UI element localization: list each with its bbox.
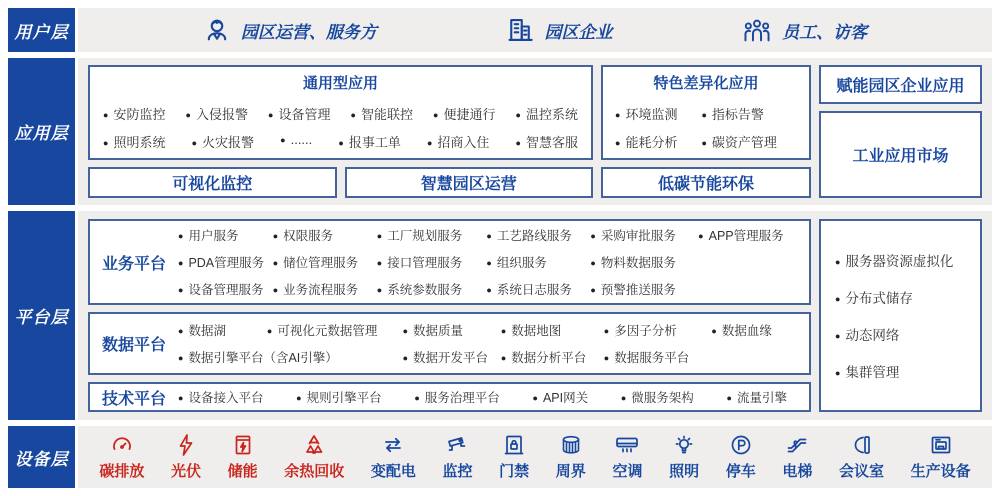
swap-arrows-icon — [381, 433, 405, 457]
device-power-distribution — [371, 433, 416, 481]
device-label: 电梯 — [782, 463, 813, 480]
device-label: 停车 — [725, 463, 756, 480]
application-layer-label: 应用层 — [8, 58, 75, 205]
service-item: ● 工厂规划服务 — [377, 226, 487, 244]
tech-platform-row — [178, 388, 809, 406]
platform-layer-label: 平台层 — [8, 211, 75, 420]
app-item: ● 环境监测 — [615, 104, 677, 123]
app-item: ● 设备管理 — [268, 104, 330, 123]
app-right-column — [819, 65, 982, 198]
app-sub-boxes — [88, 167, 593, 198]
service-item: ● 接口管理服务 — [377, 253, 487, 271]
service-item: ● 数据血缘 — [711, 321, 805, 339]
user-group-staff-visitors — [742, 16, 867, 44]
device-label: 监控 — [442, 463, 473, 480]
device-label: 门禁 — [499, 463, 530, 480]
user-layer-label: 用户层 — [8, 8, 75, 52]
special-apps-box — [601, 65, 811, 160]
low-carbon-box: 低碳节能环保 — [601, 167, 811, 198]
general-apps-row — [90, 132, 591, 151]
platform-layer-band — [8, 211, 992, 420]
grid-spacer — [711, 348, 805, 366]
service-item: ● 工艺路线服务 — [486, 226, 590, 244]
service-item: ● 系统参数服务 — [377, 280, 487, 298]
service-item: ● APP管理服务 — [698, 226, 805, 244]
smart-park-operation-box: 智慧园区运营 — [345, 167, 594, 198]
gauge-icon — [110, 433, 134, 457]
bolt-icon — [174, 433, 198, 457]
grid-spacer — [698, 253, 805, 271]
device-production-equipment — [911, 433, 971, 481]
app-item: ● 便捷通行 — [433, 104, 495, 123]
special-apps-title: 特色差异化应用 — [653, 75, 759, 92]
device-label: 碳排放 — [99, 463, 145, 480]
device-label: 生产设备 — [910, 463, 971, 480]
infra-item: ● 动态网络 — [835, 324, 980, 344]
device-energy-storage — [228, 433, 258, 481]
user-group-enterprises — [506, 16, 612, 44]
service-item: ● PDA管理服务 — [178, 253, 273, 271]
user-layer-body — [78, 8, 992, 52]
service-item: ● 用户服务 — [178, 226, 273, 244]
bulb-icon — [672, 433, 696, 457]
app-item: ● 火灾报警 — [192, 132, 254, 151]
app-item: ● 碳资产管理 — [701, 132, 776, 151]
infra-item: ● 集群管理 — [835, 361, 980, 381]
device-layer-band — [8, 426, 992, 488]
general-apps-row — [90, 104, 591, 123]
data-platform-box — [88, 312, 811, 375]
service-item: ● 数据开发平台 — [403, 348, 501, 366]
service-item: ● 物料数据服务 — [590, 253, 698, 271]
device-lighting — [669, 433, 699, 481]
data-platform-grid — [178, 321, 809, 366]
escalator-icon — [785, 433, 809, 457]
app-item: ● 报事工单 — [338, 132, 400, 151]
worker-icon — [203, 16, 231, 44]
business-platform-grid — [178, 226, 809, 298]
app-item: ● 能耗分析 — [615, 132, 677, 151]
device-perimeter — [556, 433, 586, 481]
enable-enterprise-apps-box: 赋能园区企业应用 — [819, 65, 982, 104]
user-layer-band — [8, 8, 992, 52]
infra-item: ● 分布式储存 — [835, 287, 980, 307]
app-item: ● ...... — [280, 132, 312, 151]
device-carbon-emission — [99, 433, 144, 481]
service-item: ● 服务治理平台 — [414, 388, 499, 406]
service-item: ● 流量引擎 — [727, 388, 787, 406]
service-item: ● 数据地图 — [501, 321, 604, 339]
grid-spacer — [698, 280, 805, 298]
service-item: ● 系统日志服务 — [486, 280, 590, 298]
people-icon — [742, 16, 772, 44]
service-item: ● 设备接入平台 — [178, 388, 263, 406]
service-item: ● 预警推送服务 — [590, 280, 698, 298]
app-item: ● 指标告警 — [701, 104, 763, 123]
battery-icon — [231, 433, 255, 457]
device-cctv — [443, 433, 473, 481]
ac-icon — [614, 433, 640, 457]
app-special-column — [601, 65, 811, 198]
infra-item: ● 服务器资源虚拟化 — [835, 250, 980, 270]
app-item: ● 智慧客服 — [516, 132, 578, 151]
service-item: ● 微服务架构 — [621, 388, 694, 406]
app-item: ● 智能联控 — [351, 104, 413, 123]
parking-icon — [729, 433, 753, 457]
service-item: ● 权限服务 — [273, 226, 377, 244]
device-label: 空调 — [612, 463, 643, 480]
service-item: ● 多因子分析 — [604, 321, 712, 339]
device-label: 照明 — [669, 463, 700, 480]
platform-sections — [88, 219, 811, 412]
architecture-diagram — [8, 8, 992, 488]
app-general-column — [88, 65, 593, 198]
device-label: 余热回收 — [284, 463, 345, 480]
business-platform-box — [88, 219, 811, 305]
application-layer-band — [8, 58, 992, 205]
app-item: ● 照明系统 — [103, 132, 165, 151]
data-platform-title: 数据平台 — [101, 337, 166, 355]
device-meeting-room — [839, 433, 884, 481]
device-waste-heat-recovery — [284, 433, 344, 481]
device-label: 会议室 — [839, 463, 885, 480]
industrial-app-market-box: 工业应用市场 — [819, 111, 982, 198]
perimeter-icon — [559, 433, 583, 457]
device-parking — [726, 433, 756, 481]
service-item: ● 数据质量 — [403, 321, 501, 339]
service-item: ● 业务流程服务 — [273, 280, 377, 298]
user-group-label: 员工、访客 — [782, 22, 868, 42]
recycle-icon — [302, 433, 326, 457]
service-item: ● 数据服务平台 — [604, 348, 712, 366]
business-platform-title: 业务平台 — [101, 255, 166, 273]
device-layer-body — [78, 426, 992, 488]
service-item: ● API网关 — [533, 388, 589, 406]
service-item: ● 设备管理服务 — [178, 280, 273, 298]
device-layer-label: 设备层 — [8, 426, 75, 488]
tech-platform-box — [88, 382, 811, 412]
special-apps-row — [603, 104, 809, 123]
infrastructure-box — [819, 219, 982, 412]
user-group-label: 园区企业 — [544, 22, 613, 42]
app-item: ● 招商入住 — [427, 132, 489, 151]
device-air-conditioner — [612, 433, 642, 481]
app-item: ● 温控系统 — [516, 104, 578, 123]
app-item: ● 入侵报警 — [186, 104, 248, 123]
service-item: ● 可视化元数据管理 — [267, 321, 403, 339]
device-label: 光伏 — [170, 463, 201, 480]
device-label: 储能 — [227, 463, 258, 480]
service-item: ● 数据分析平台 — [501, 348, 604, 366]
device-elevator — [782, 433, 812, 481]
device-label: 变配电 — [370, 463, 416, 480]
user-group-label: 园区运营、服务方 — [240, 22, 377, 42]
visual-monitoring-box: 可视化监控 — [88, 167, 337, 198]
device-access-control — [499, 433, 529, 481]
service-item: ● 数据引擎平台（含AI引擎） — [178, 348, 403, 366]
general-apps-box — [88, 65, 593, 160]
platform-layer-body — [78, 211, 992, 420]
machine-icon — [929, 433, 953, 457]
service-item: ● 规则引擎平台 — [296, 388, 381, 406]
device-label: 周界 — [555, 463, 586, 480]
cctv-icon — [446, 433, 470, 457]
tech-platform-title: 技术平台 — [101, 390, 166, 408]
special-apps-row — [603, 132, 809, 151]
service-item: ● 数据湖 — [178, 321, 267, 339]
service-item: ● 储位管理服务 — [273, 253, 377, 271]
service-item: ● 组织服务 — [486, 253, 590, 271]
meeting-room-icon — [850, 433, 874, 457]
general-apps-title: 通用型应用 — [302, 75, 378, 92]
app-item: ● 安防监控 — [103, 104, 165, 123]
device-solar — [171, 433, 201, 481]
building-icon — [506, 16, 534, 44]
application-layer-body — [78, 58, 992, 205]
service-item: ● 采购审批服务 — [590, 226, 698, 244]
door-lock-icon — [502, 433, 526, 457]
user-group-operators — [203, 16, 377, 44]
